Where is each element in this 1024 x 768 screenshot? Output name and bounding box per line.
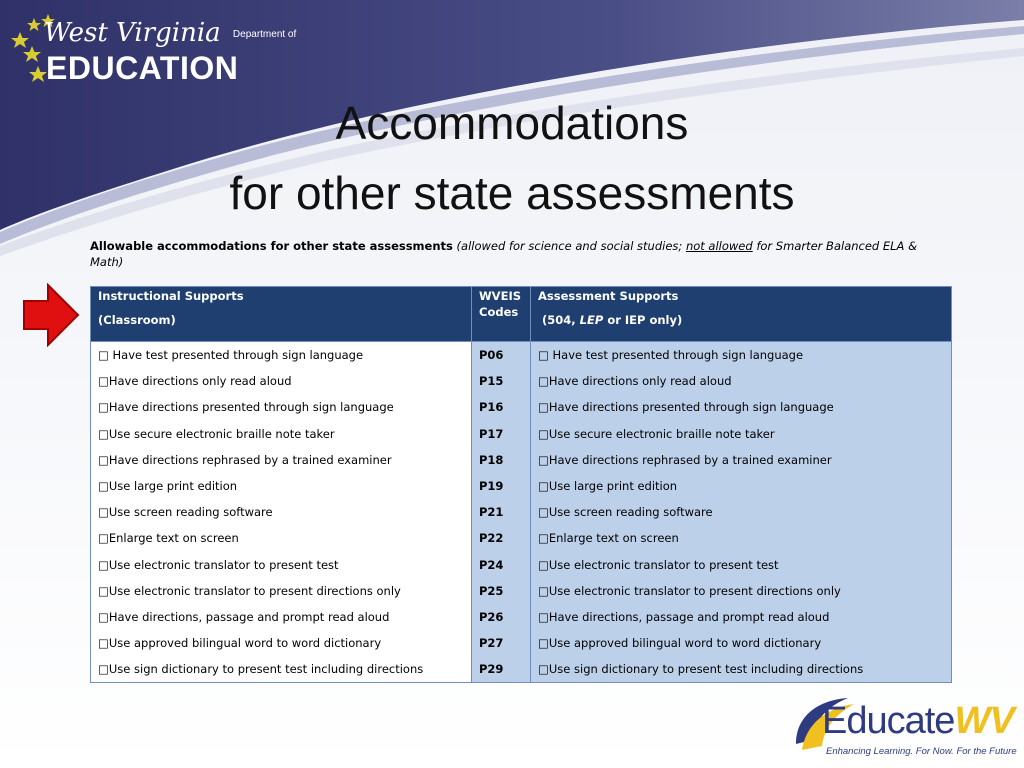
caption-underline: not allowed	[685, 239, 753, 253]
header-instructional: Instructional Supports (Classroom)	[91, 287, 472, 342]
code-cell: P25	[472, 578, 531, 604]
educatewv-tagline: Enhancing Learning. For Now. For the Future	[826, 746, 1017, 757]
logo-dept-label: Department of	[232, 28, 297, 40]
assessment-cell: □Use sign dictionary to present test including directions	[531, 656, 952, 683]
code-cell: P29	[472, 656, 531, 683]
star-icon	[27, 18, 41, 31]
table-row	[91, 656, 952, 683]
code-cell: P16	[472, 394, 531, 420]
caption-italic-b: for Smarter Balanced ELA & Math)	[90, 239, 918, 269]
assessment-cell: □Use approved bilingual word to word dictionary	[531, 630, 952, 656]
wv-doe-logo	[8, 10, 297, 90]
assessment-cell: □Use electronic translator to present directions only	[531, 578, 952, 604]
table-row	[91, 499, 952, 525]
table-row	[91, 368, 952, 394]
table-row	[91, 342, 952, 369]
header-wveis-codes: WVEIS Codes	[472, 287, 531, 342]
table-row	[91, 552, 952, 578]
accommodations-table	[90, 286, 952, 683]
instructional-cell: □Use large print edition	[91, 473, 472, 499]
table-row	[91, 604, 952, 630]
assessment-cell: □Have directions, passage and prompt read aloud	[531, 604, 952, 630]
assessment-cell: □Use electronic translator to present test	[531, 552, 952, 578]
instructional-cell: □Have directions presented through sign language	[91, 394, 472, 420]
instructional-cell: □Use electronic translator to present test	[91, 552, 472, 578]
header-assessment: Assessment Supports (504, LEP or IEP only)	[531, 287, 952, 342]
code-cell: P21	[472, 499, 531, 525]
table-row	[91, 630, 952, 656]
instructional-cell: □Have directions rephrased by a trained examiner	[91, 447, 472, 473]
educatewv-logo: EducateWV	[822, 700, 1014, 742]
assessment-cell: □Use large print edition	[531, 473, 952, 499]
instructional-cell: □Use secure electronic braille note taker	[91, 421, 472, 447]
instructional-cell: □Use screen reading software	[91, 499, 472, 525]
star-icon	[23, 46, 41, 62]
instructional-cell: □Have directions, passage and prompt read aloud	[91, 604, 472, 630]
instructional-cell: □Enlarge text on screen	[91, 525, 472, 551]
instructional-cell: □Use electronic translator to present directions only	[91, 578, 472, 604]
code-cell: P18	[472, 447, 531, 473]
assessment-cell: □Have directions only read aloud	[531, 368, 952, 394]
instructional-cell: □ Have test presented through sign language	[91, 342, 472, 369]
page-title-line1: Accommodations	[335, 97, 689, 149]
star-icon	[29, 66, 47, 82]
table-row	[91, 473, 952, 499]
code-cell: P24	[472, 552, 531, 578]
page-title-line2: for other state assessments	[229, 167, 795, 219]
caption-italic-a: (allowed for science and social studies;	[456, 239, 683, 253]
caption-bold: Allowable accommodations for other state assessments	[90, 239, 453, 253]
red-arrow-icon	[22, 283, 80, 347]
code-cell: P22	[472, 525, 531, 551]
table-row	[91, 525, 952, 551]
code-cell: P17	[472, 421, 531, 447]
code-cell: P19	[472, 473, 531, 499]
table-row	[91, 394, 952, 420]
assessment-cell: □ Have test presented through sign language	[531, 342, 952, 369]
code-cell: P27	[472, 630, 531, 656]
logo-education: EDUCATION	[46, 50, 239, 86]
table-row	[91, 578, 952, 604]
assessment-cell: □Have directions rephrased by a trained examiner	[531, 447, 952, 473]
assessment-cell: □Use secure electronic braille note taker	[531, 421, 952, 447]
code-cell: P15	[472, 368, 531, 394]
instructional-cell: □Have directions only read aloud	[91, 368, 472, 394]
table-row	[91, 421, 952, 447]
logo-state-name: West Virginia Department of	[44, 18, 297, 48]
assessment-cell: □Enlarge text on screen	[531, 525, 952, 551]
star-icon	[11, 32, 29, 48]
instructional-cell: □Use sign dictionary to present test including directions	[91, 656, 472, 683]
instructional-cell: □Use approved bilingual word to word dictionary	[91, 630, 472, 656]
table-row	[91, 447, 952, 473]
code-cell: P06	[472, 342, 531, 369]
assessment-cell: □Use screen reading software	[531, 499, 952, 525]
table-caption	[90, 238, 950, 270]
assessment-cell: □Have directions presented through sign language	[531, 394, 952, 420]
code-cell: P26	[472, 604, 531, 630]
table-header-row	[91, 287, 952, 342]
